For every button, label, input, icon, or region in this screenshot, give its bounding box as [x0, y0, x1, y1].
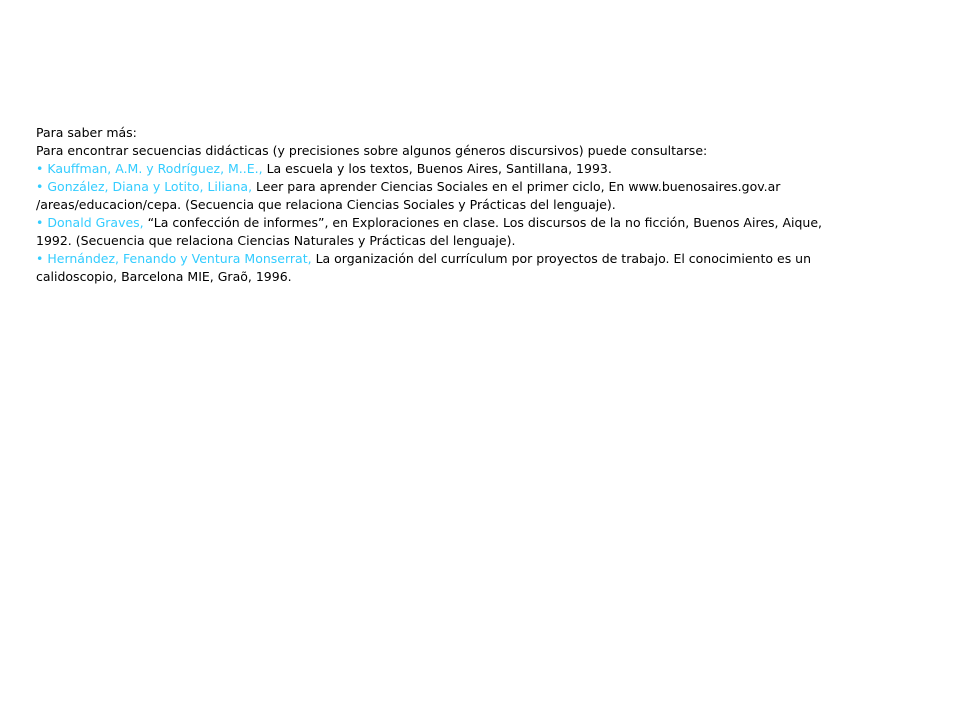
bullet-icon: •	[36, 251, 44, 266]
intro-text: Para encontrar secuencias didácticas (y precisiones sobre algunos géneros discursivos) puede consultarse:	[36, 143, 708, 158]
bullet-icon: •	[36, 215, 44, 230]
bullet-icon: •	[36, 179, 44, 194]
reference-text: La escuela y los textos, Buenos Aires, Santillana, 1993.	[266, 161, 612, 176]
reference-text: “La confección de informes”, en Exploraciones en clase. Los discursos de la no ficción, Buenos Aires, Aique, 1992. (Secuencia que relaciona Ciencias Naturales y Prácticas del lenguaje).	[36, 215, 823, 248]
reference-item-4	[36, 250, 856, 286]
reference-author: Hernández, Fenando y Ventura Monserrat,	[47, 251, 312, 266]
reference-text: Leer para aprender Ciencias Sociales en el primer ciclo, En www.buenosaires.gov.ar /areas/educacion/cepa. (Secuencia que relaciona Ciencias Sociales y Prácticas del lenguaje).	[36, 179, 781, 212]
reference-author: Donald Graves,	[47, 215, 144, 230]
reference-item-3	[36, 214, 856, 250]
heading: Para saber más:	[36, 125, 137, 140]
reference-author: Kauffman, A.M. y Rodríguez, M..E.,	[47, 161, 263, 176]
reading-list	[36, 124, 856, 286]
bullet-icon: •	[36, 161, 44, 176]
reference-author: González, Diana y Lotito, Liliana,	[47, 179, 253, 194]
reference-item-1	[36, 160, 856, 178]
reference-text: La organización del currículum por proyectos de trabajo. El conocimiento es un calidoscopio, Barcelona MIE, Graõ, 1996.	[36, 251, 812, 284]
reference-item-2	[36, 178, 856, 214]
